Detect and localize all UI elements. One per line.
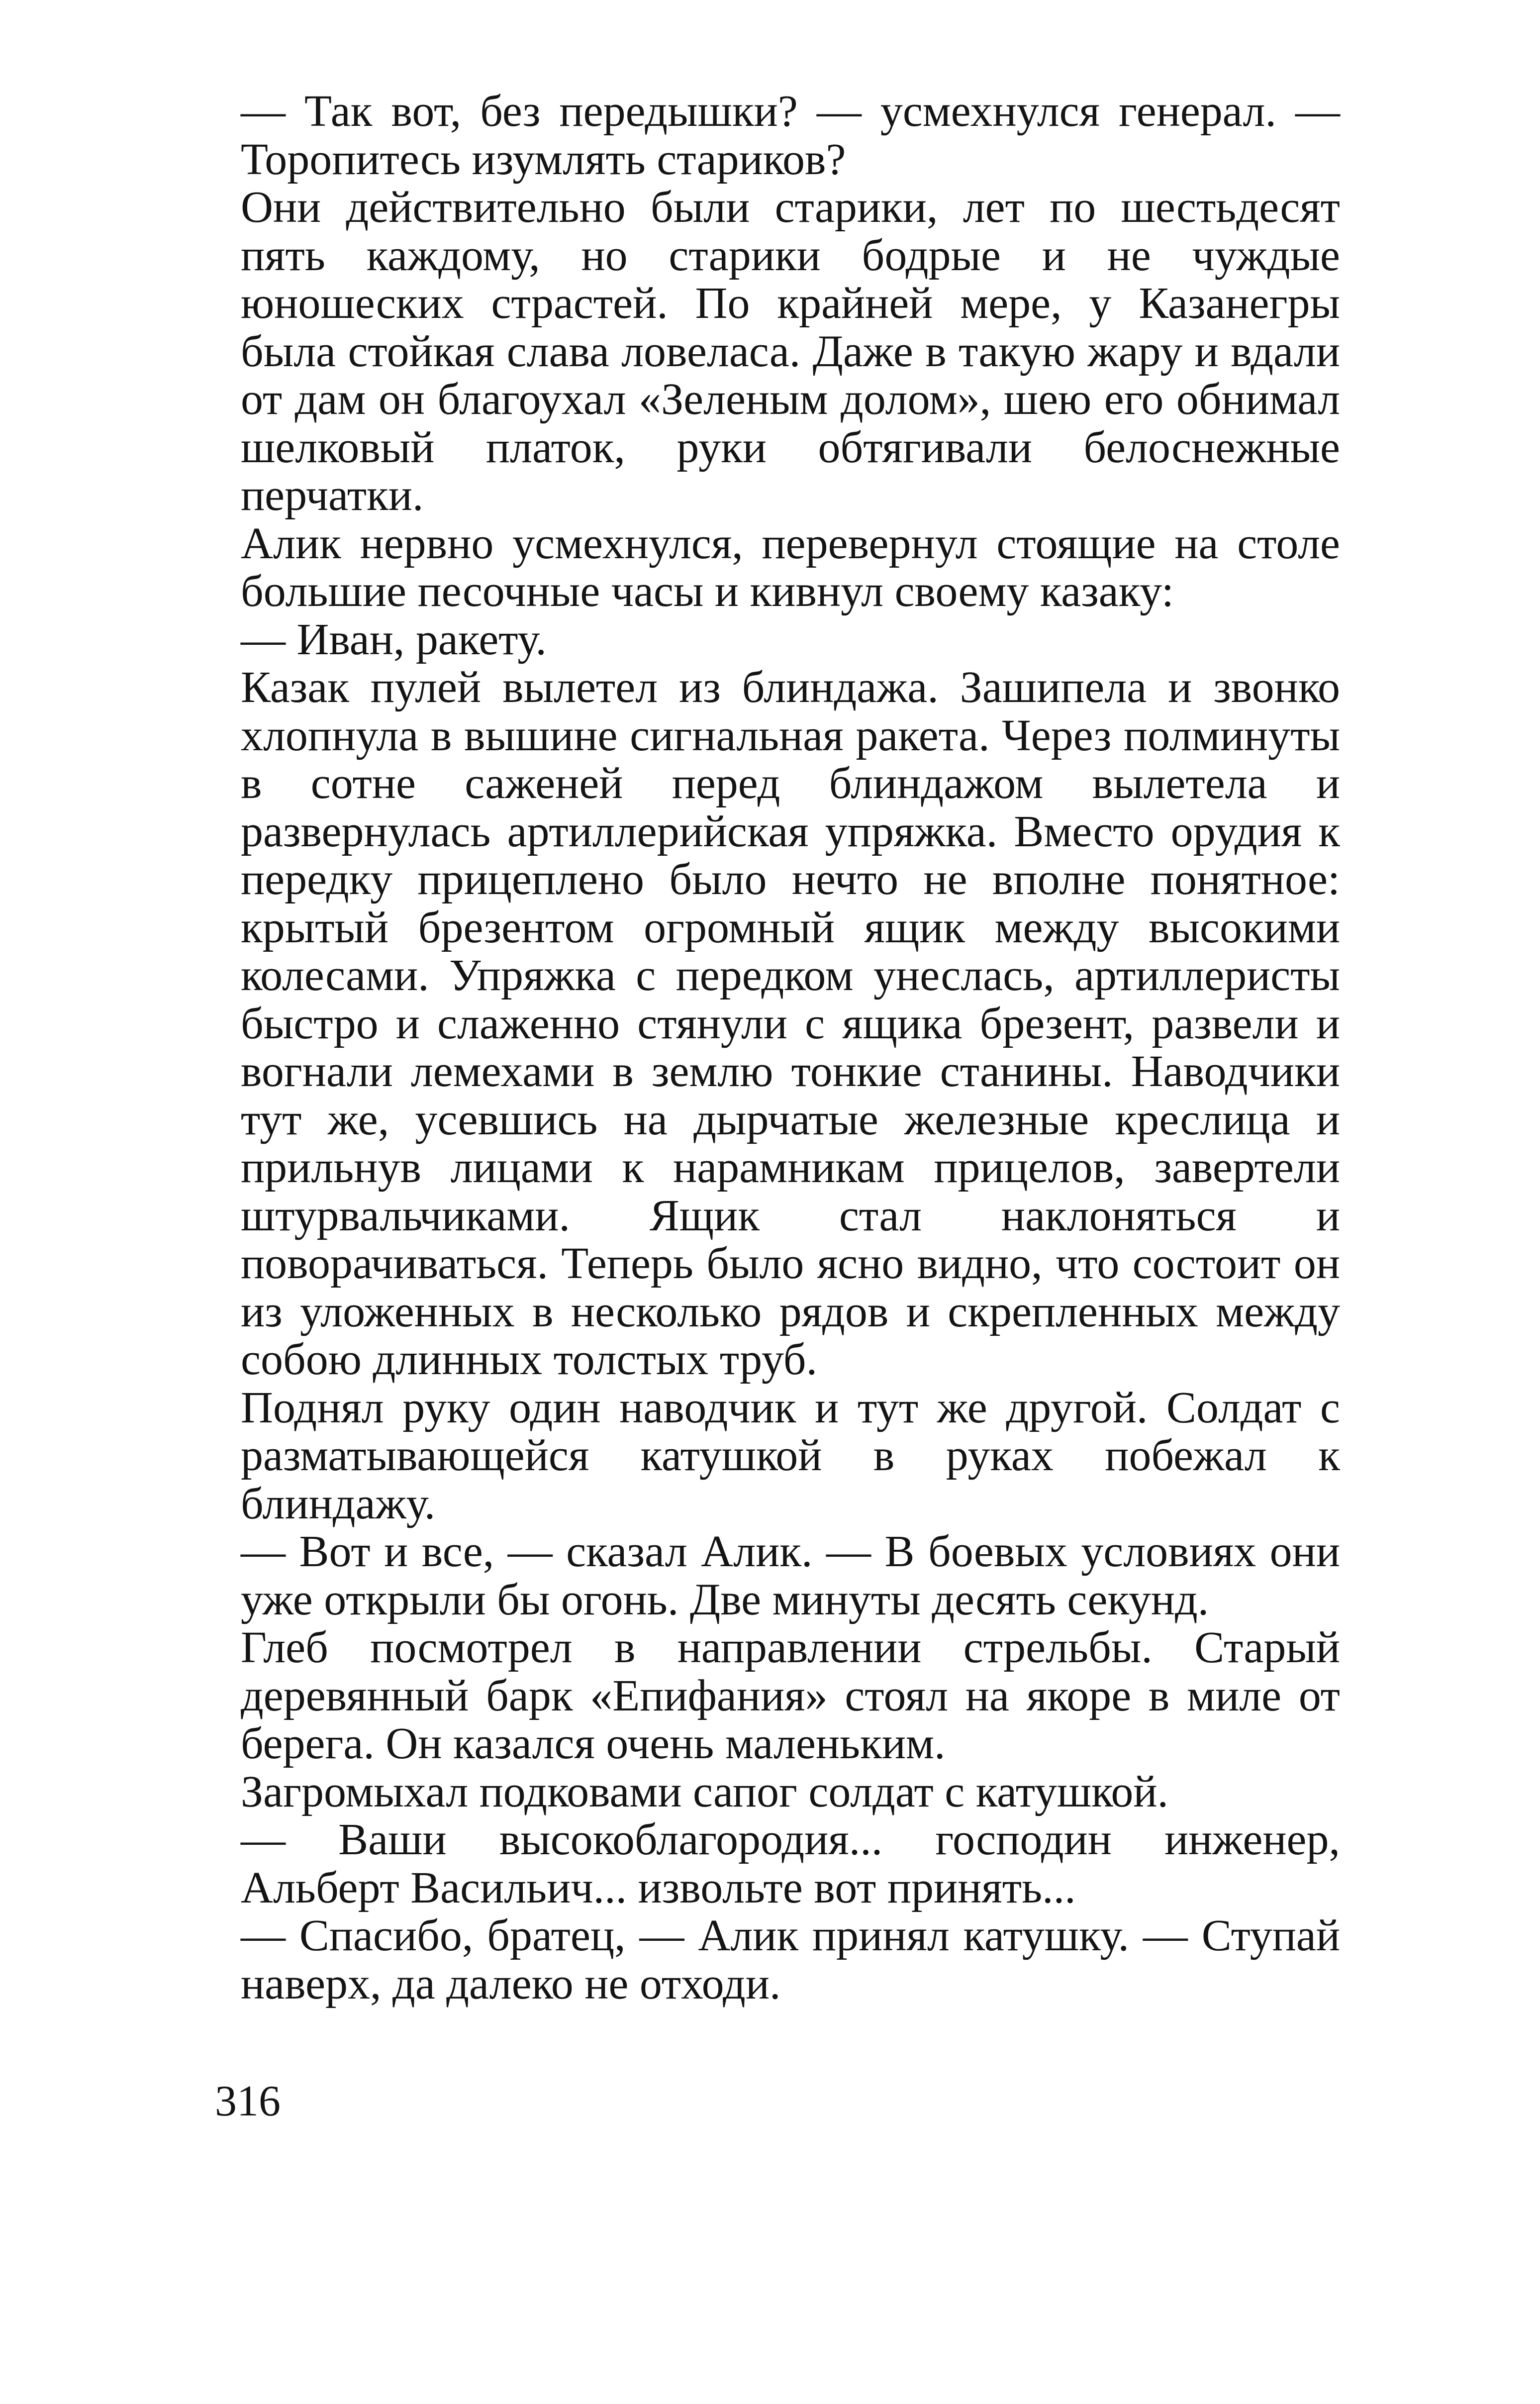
paragraph: Они действительно были старики, лет по шестьдесят пять каждому, но старики бодрые и не чуждые юношеских страстей. По крайней мере, у Казанегры была стойкая слава ловеласа. Даже в такую жару и вдали от дам он благоухал «Зеленым долом», шею его обнимал шелковый платок, руки обтягивали белоснежные перчатки. xyxy=(241,183,1340,520)
page-number: 316 xyxy=(215,2077,281,2125)
body-text xyxy=(241,88,1340,2008)
paragraph: — Так вот, без передышки? — усмехнулся генерал. — Торопитесь изумлять стариков? xyxy=(241,87,1340,184)
paragraph: Глеб посмотрел в направлении стрельбы. Старый деревянный барк «Епифания» стоял на якоре в миле от берега. Он казался очень маленьким. xyxy=(241,1623,1340,1768)
paragraph: — Ваши высокоблагородия... господин инженер, Альберт Васильич... извольте вот принять... xyxy=(241,1815,1340,1912)
paragraph: Алик нервно усмехнулся, перевернул стоящие на столе большие песочные часы и кивнул своему казаку: xyxy=(241,518,1340,616)
paragraph: Поднял руку один наводчик и тут же другой. Солдат с разматывающейся катушкой в руках побежал к блиндажу. xyxy=(241,1383,1340,1528)
paragraph: — Спасибо, братец, — Алик принял катушку. — Ступай наверх, да далеко не отходи. xyxy=(241,1911,1340,2008)
paragraph: Загромыхал подковами сапог солдат с катушкой. xyxy=(241,1767,1168,1816)
paragraph: — Иван, ракету. xyxy=(241,614,547,664)
paragraph: — Вот и все, — сказал Алик. — В боевых условиях они уже открыли бы огонь. Две минуты десять секунд. xyxy=(241,1527,1340,1624)
paragraph: Казак пулей вылетел из блиндажа. Зашипела и звонко хлопнула в вышине сигнальная ракета. Через полминуты в сотне саженей перед блиндажом вылетела и развернулась артиллерийская упряжка. Вместо орудия к передку прицеплено было нечто не вполне понятное: крытый брезентом огромный ящик между высокими колесами. Упряжка с передком унеслась, артиллеристы быстро и слаженно стянули с ящика брезент, развели и вогнали лемехами в землю тонкие станины. Наводчики тут же, усевшись на дырчатые железные креслица и прильнув лицами к нарамникам прицелов, завертели штурвальчиками. Ящик стал наклоняться и поворачиваться. Теперь было ясно видно, что состоит он из уложенных в несколько рядов и скрепленных между собою длинных толстых труб. xyxy=(241,663,1340,1384)
